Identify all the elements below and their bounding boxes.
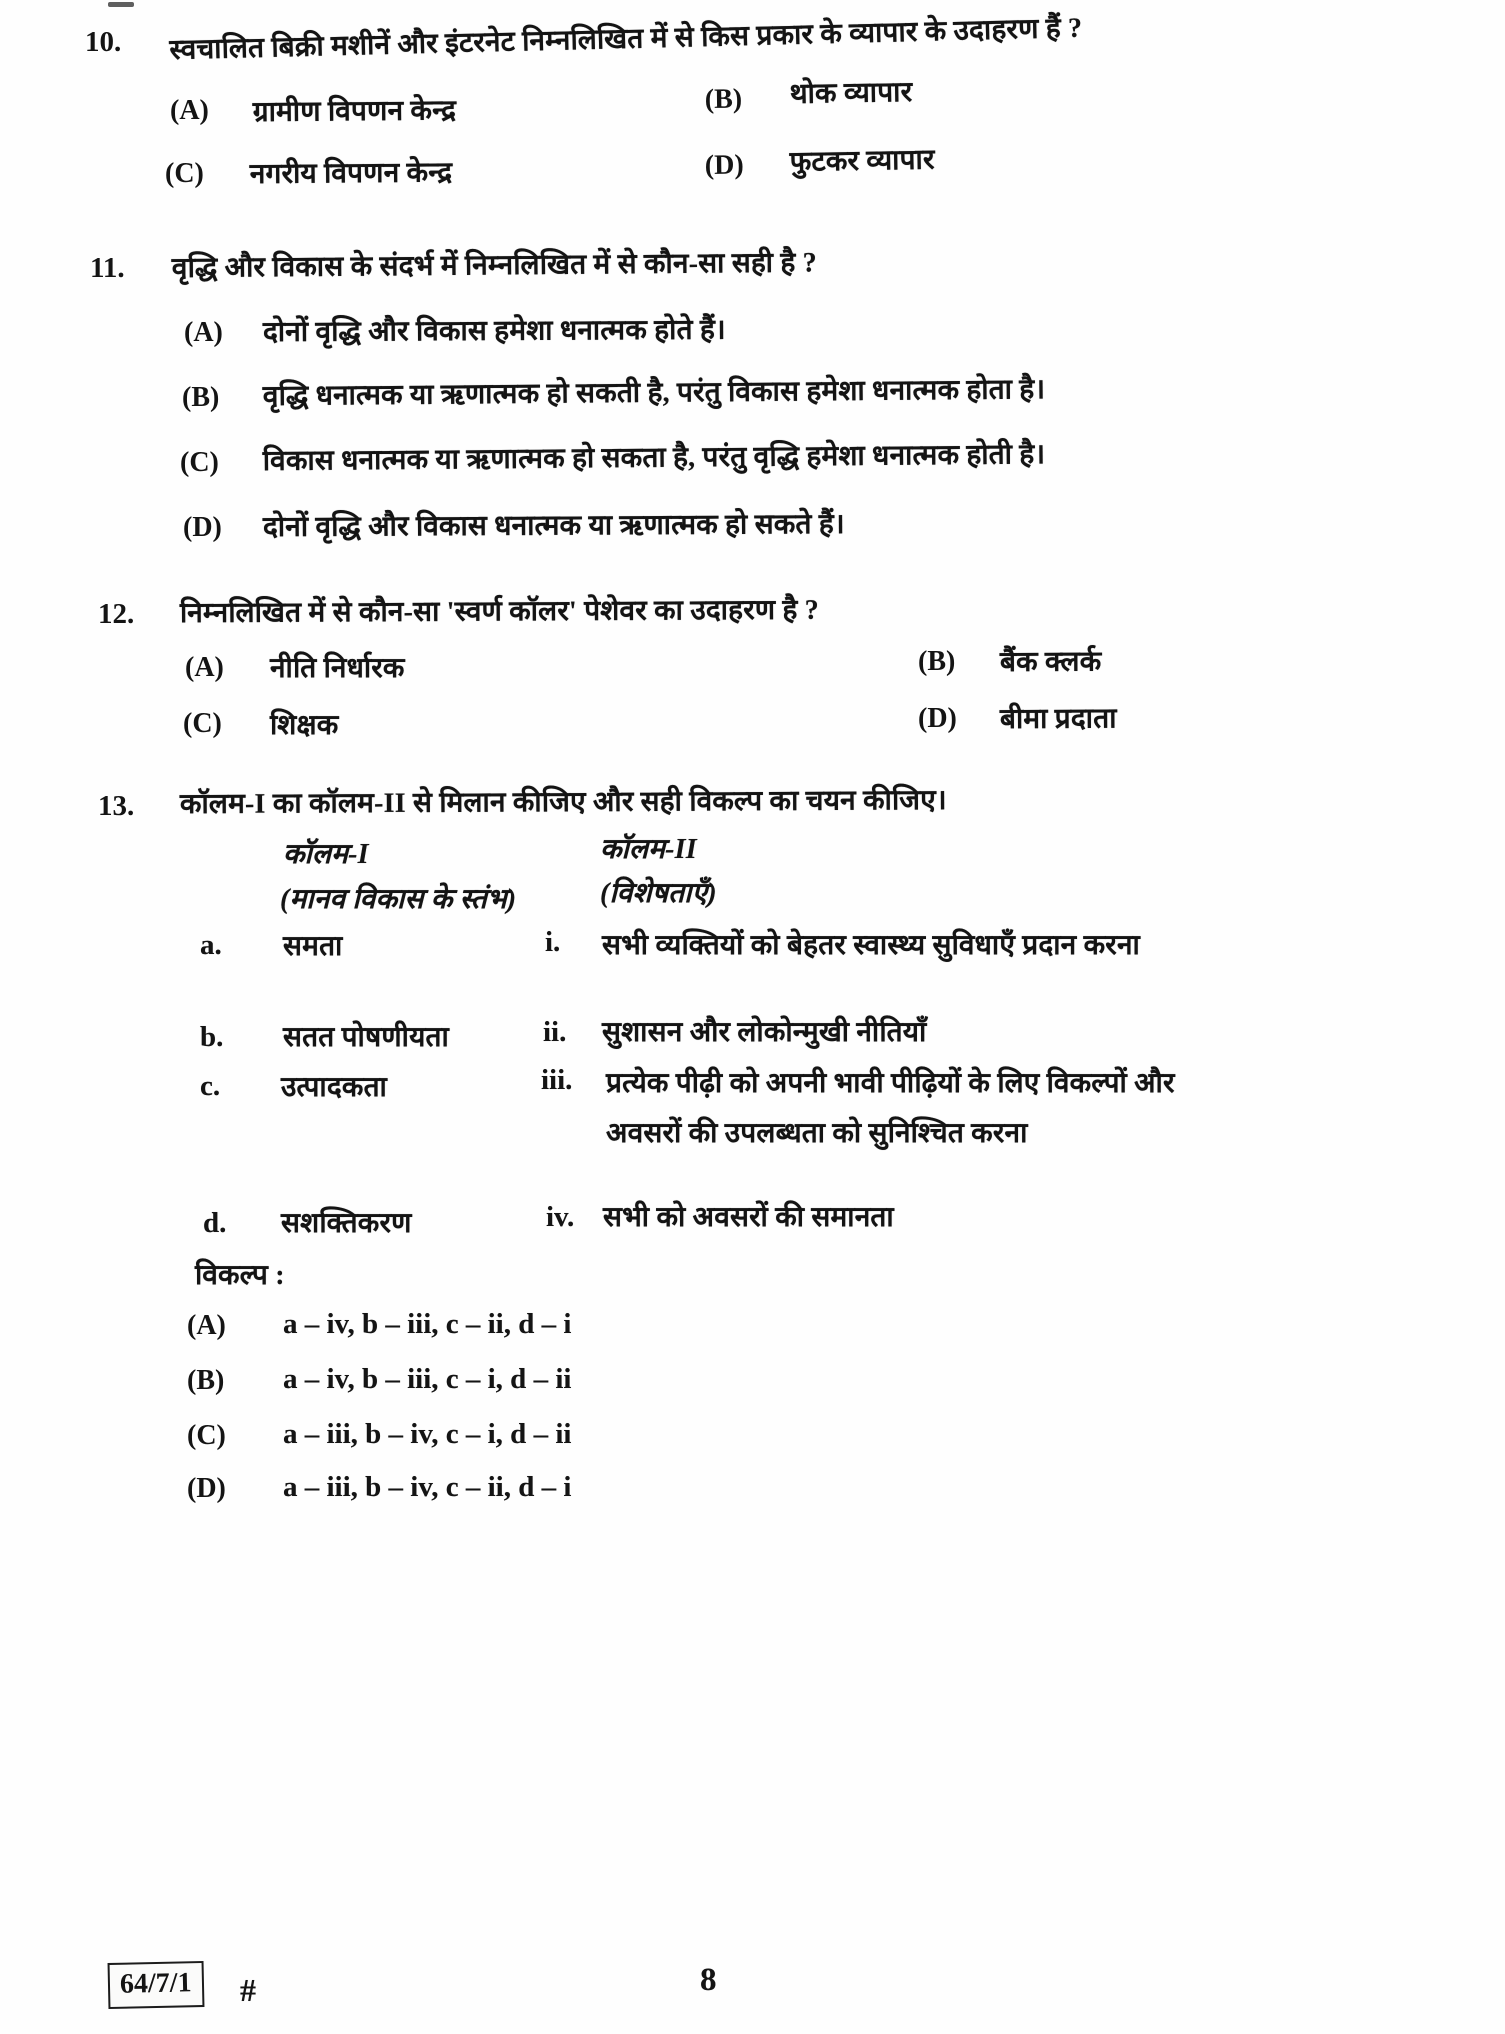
q10-option-b-label: (B)	[704, 83, 743, 116]
q11-option-a-text: दोनों वृद्धि और विकास हमेशा धनात्मक होते हैं।	[262, 314, 726, 349]
q13-column1-subheader: (मानव विकास के स्तंभ)	[280, 884, 517, 915]
q12-option-b-text: बैंक क्लर्क	[999, 646, 1102, 678]
q13-option-c-text: a – iii, b – iv, c – i, d – ii	[283, 1418, 572, 1450]
q13-row-b-desc: सुशासन और लोकोन्मुखी नीतियाँ	[602, 1017, 927, 1048]
q13-row-c-desc: प्रत्येक पीढ़ी को अपनी भावी पीढ़ियों के लिए विकल्पों और अवसरों की उपलब्धता को सुनिश्चित करना	[606, 1068, 1175, 1149]
question-13-text: कॉलम-I का कॉलम-II से मिलान कीजिए और सही विकल्प का चयन कीजिए।	[179, 784, 947, 820]
question-10-text: स्वचालित बिक्री मशीनें और इंटरनेट निम्नलिखित में से किस प्रकार के व्यापार के उदाहरण हैं ?	[169, 12, 1083, 67]
question-12-number: 12.	[98, 598, 135, 630]
q12-option-c-text: शिक्षक	[270, 710, 339, 741]
q10-option-d-label: (D)	[704, 149, 744, 182]
q13-option-a-label: (A)	[187, 1310, 226, 1341]
paper-code-box	[108, 1961, 205, 2009]
q10-option-b-text: थोक व्यापार	[789, 76, 913, 111]
q13-row-d-key: d.	[203, 1207, 227, 1239]
q13-row-b-key: b.	[200, 1021, 224, 1053]
q10-option-c-text: नगरीय विपणन केन्द्र	[249, 157, 453, 191]
q10-option-c-label: (C)	[165, 158, 204, 189]
q13-row-d-num: iv.	[546, 1201, 575, 1233]
q11-option-d-label: (D)	[183, 512, 222, 543]
q10-option-d-text: फुटकर व्यापार	[789, 144, 935, 179]
question-11-text: वृद्धि और विकास के संदर्भ में निम्नलिखित में से कौन-सा सही है ?	[171, 247, 817, 285]
q13-row-b-item: सतत पोषणीयता	[283, 1022, 449, 1053]
q13-option-d-text: a – iii, b – iv, c – ii, d – i	[283, 1471, 572, 1503]
q13-option-d-label: (D)	[187, 1473, 226, 1504]
scan-artifact	[108, 2, 134, 7]
q13-column1-header: कॉलम-I	[283, 839, 369, 870]
q13-column2-header: कॉलम-II	[600, 834, 697, 865]
hash-mark: #	[240, 1972, 256, 2008]
q12-option-a-label: (A)	[185, 652, 224, 683]
question-10-number: 10.	[85, 26, 122, 58]
q13-option-a-text: a – iv, b – iii, c – ii, d – i	[283, 1308, 572, 1340]
page-number: 8	[700, 1962, 717, 1998]
q13-column2-subheader: (विशेषताएँ)	[600, 878, 717, 909]
q12-option-d-text: बीमा प्रदाता	[999, 703, 1117, 735]
q12-option-a-text: नीति निर्धारक	[270, 653, 405, 684]
q13-row-d-desc: सभी को अवसरों की समानता	[603, 1202, 894, 1233]
question-13-number: 13.	[98, 790, 135, 822]
q10-option-a-text: ग्रामीण विपणन केन्द्र	[252, 95, 457, 129]
q11-option-c-label: (C)	[180, 447, 219, 478]
q12-option-d-label: (D)	[918, 703, 957, 734]
q13-option-b-text: a – iv, b – iii, c – i, d – ii	[283, 1363, 572, 1395]
q13-row-a-key: a.	[200, 929, 222, 961]
q12-option-b-label: (B)	[918, 646, 956, 677]
question-11-number: 11.	[90, 252, 125, 284]
q11-option-c-text: विकास धनात्मक या ऋणात्मक हो सकता है, परंतु वृद्धि हमेशा धनात्मक होती है।	[262, 439, 1046, 478]
q13-row-b-num: ii.	[543, 1016, 567, 1048]
q11-option-d-text: दोनों वृद्धि और विकास धनात्मक या ऋणात्मक हो सकते हैं।	[262, 508, 845, 543]
q10-option-a-label: (A)	[170, 95, 209, 126]
q13-row-a-num: i.	[545, 926, 561, 958]
q13-options-label: विकल्प :	[195, 1260, 285, 1291]
q13-row-c-num: iii.	[541, 1064, 573, 1096]
q13-option-b-label: (B)	[187, 1365, 225, 1396]
q11-option-b-text: वृद्धि धनात्मक या ऋणात्मक हो सकती है, परंतु विकास हमेशा धनात्मक होता है।	[262, 374, 1046, 413]
q13-row-c-key: c.	[200, 1070, 221, 1102]
q13-row-a-desc: सभी व्यक्तियों को बेहतर स्वास्थ्य सुविधाएँ प्रदान करना	[602, 930, 1140, 961]
q13-row-d-item: सशक्तिकरण	[281, 1208, 412, 1239]
q13-row-c-item: उत्पादकता	[281, 1072, 388, 1103]
q12-option-c-label: (C)	[183, 708, 222, 739]
paper-code: 64/7/1	[119, 1967, 192, 2000]
q13-row-a-item: समता	[283, 931, 343, 962]
question-12-text: निम्नलिखित में से कौन-सा 'स्वर्ण कॉलर' पेशेवर का उदाहरण है ?	[179, 594, 820, 629]
q11-option-a-label: (A)	[184, 317, 223, 348]
q13-option-c-label: (C)	[187, 1420, 226, 1451]
q11-option-b-label: (B)	[182, 382, 220, 413]
